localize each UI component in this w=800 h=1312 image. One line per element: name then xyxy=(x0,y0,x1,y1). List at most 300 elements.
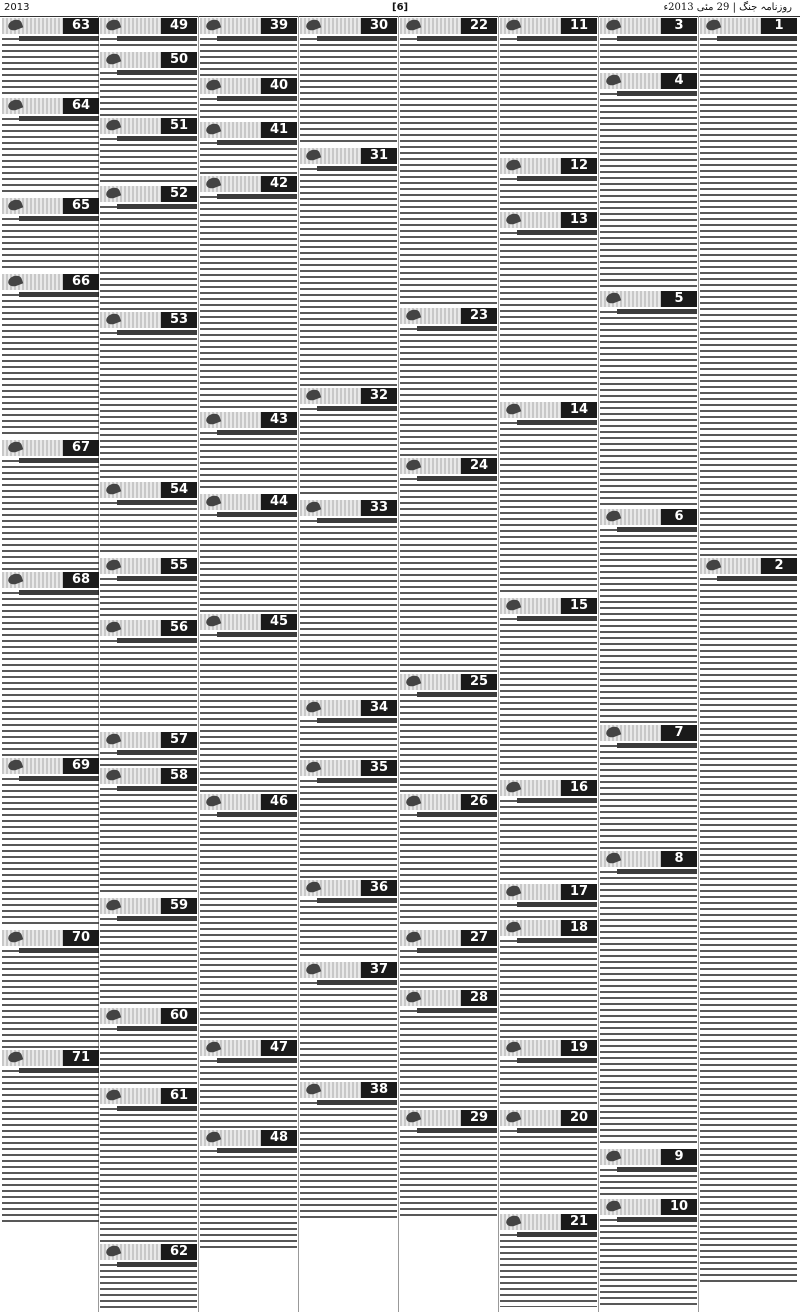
item-number-bar xyxy=(500,1110,597,1126)
article-text xyxy=(100,1262,197,1310)
headline-line xyxy=(19,116,99,121)
article-text xyxy=(500,176,597,210)
news-item-15 xyxy=(500,598,597,778)
dove-icon xyxy=(305,700,322,714)
headline-line xyxy=(617,1217,697,1222)
item-number-bar xyxy=(300,1082,397,1098)
item-number-bar xyxy=(100,732,197,748)
item-number-bar xyxy=(100,18,197,34)
item-number: 22 xyxy=(461,18,497,34)
item-number-bar xyxy=(600,851,697,867)
item-number: 25 xyxy=(461,674,497,690)
dove-icon xyxy=(505,598,522,612)
news-item-22 xyxy=(400,18,497,306)
news-item-12 xyxy=(500,158,597,210)
dove-icon xyxy=(405,18,422,32)
item-number: 30 xyxy=(361,18,397,34)
news-item-35 xyxy=(300,760,397,878)
item-number: 37 xyxy=(361,962,397,978)
item-number-bar xyxy=(600,18,697,34)
article-text xyxy=(100,36,197,50)
news-item-64 xyxy=(2,98,99,196)
news-item-41 xyxy=(200,122,297,174)
news-item-32 xyxy=(300,388,397,498)
headline-line xyxy=(217,1058,297,1063)
dove-icon xyxy=(7,758,24,772)
item-number: 54 xyxy=(161,482,197,498)
headline-line xyxy=(117,750,197,755)
dove-icon xyxy=(405,990,422,1004)
item-number-bar xyxy=(200,794,297,810)
item-number-bar xyxy=(500,1214,597,1230)
item-number-bar xyxy=(200,122,297,138)
item-number: 23 xyxy=(461,308,497,324)
dove-icon xyxy=(205,176,222,190)
dove-icon xyxy=(705,18,722,32)
item-number: 41 xyxy=(261,122,297,138)
item-number: 39 xyxy=(261,18,297,34)
item-number-bar xyxy=(200,412,297,428)
headline-line xyxy=(517,938,597,943)
news-item-40 xyxy=(200,78,297,120)
article-text xyxy=(500,798,597,882)
item-number: 5 xyxy=(661,291,697,307)
news-item-56 xyxy=(100,620,197,730)
item-number-bar xyxy=(200,614,297,630)
headline-line xyxy=(517,1058,597,1063)
item-number-bar xyxy=(300,388,397,404)
item-number-bar xyxy=(2,18,99,34)
dove-icon xyxy=(405,794,422,808)
item-number-bar xyxy=(600,73,697,89)
item-number: 9 xyxy=(661,1149,697,1165)
article-text xyxy=(100,330,197,480)
dove-icon xyxy=(605,1199,622,1213)
article-text xyxy=(500,230,597,400)
dove-icon xyxy=(305,962,322,976)
item-number: 31 xyxy=(361,148,397,164)
news-item-58 xyxy=(100,768,197,896)
dove-icon xyxy=(105,620,122,634)
dove-icon xyxy=(205,412,222,426)
dove-icon xyxy=(405,674,422,688)
article-text xyxy=(300,980,397,1080)
article-text xyxy=(2,36,99,96)
news-item-60 xyxy=(100,1008,197,1086)
article-text xyxy=(2,590,99,756)
article-text xyxy=(400,36,497,306)
news-item-50 xyxy=(100,52,197,116)
dove-icon xyxy=(705,558,722,572)
article-text xyxy=(600,1217,697,1307)
news-item-45 xyxy=(200,614,297,792)
dove-icon xyxy=(105,52,122,66)
item-number-bar xyxy=(200,176,297,192)
dove-icon xyxy=(7,1050,24,1064)
item-number: 40 xyxy=(261,78,297,94)
item-number-bar xyxy=(2,1050,99,1066)
news-item-20 xyxy=(500,1110,597,1212)
headline-line xyxy=(317,518,397,523)
article-text xyxy=(600,743,697,849)
dove-icon xyxy=(305,388,322,402)
article-text xyxy=(2,116,99,196)
news-item-61 xyxy=(100,1088,197,1242)
item-number-bar xyxy=(300,880,397,896)
item-number: 44 xyxy=(261,494,297,510)
dove-icon xyxy=(7,930,24,944)
headline-line xyxy=(517,1128,597,1133)
article-text xyxy=(100,1026,197,1086)
item-number-bar xyxy=(300,760,397,776)
item-number: 43 xyxy=(261,412,297,428)
item-number-bar xyxy=(100,118,197,134)
article-text xyxy=(300,36,397,146)
item-number: 68 xyxy=(63,572,99,588)
item-number: 62 xyxy=(161,1244,197,1260)
item-number: 61 xyxy=(161,1088,197,1104)
dove-icon xyxy=(105,18,122,32)
item-number: 27 xyxy=(461,930,497,946)
news-item-26 xyxy=(400,794,497,928)
headline-line xyxy=(217,812,297,817)
item-number-bar xyxy=(100,1008,197,1024)
headline-line xyxy=(217,140,297,145)
headline-line xyxy=(117,786,197,791)
article-text xyxy=(100,136,197,184)
item-number-bar xyxy=(100,482,197,498)
dove-icon xyxy=(505,1110,522,1124)
headline-line xyxy=(317,166,397,171)
headline-line xyxy=(517,176,597,181)
headline-line xyxy=(317,898,397,903)
article-text xyxy=(200,140,297,174)
dove-icon xyxy=(305,760,322,774)
column-divider xyxy=(398,16,399,1312)
article-text xyxy=(500,1232,597,1307)
headline-line xyxy=(117,638,197,643)
news-item-16 xyxy=(500,780,597,882)
item-number-bar xyxy=(400,794,497,810)
article-text xyxy=(400,476,497,672)
dove-icon xyxy=(7,98,24,112)
item-number-bar xyxy=(500,212,597,228)
headline-line xyxy=(617,1167,697,1172)
dove-icon xyxy=(505,920,522,934)
dove-icon xyxy=(605,851,622,865)
headline-line xyxy=(19,458,99,463)
item-number-bar xyxy=(500,158,597,174)
headline-line xyxy=(117,330,197,335)
news-item-70 xyxy=(2,930,99,1048)
news-item-44 xyxy=(200,494,297,612)
item-number-bar xyxy=(100,1088,197,1104)
headline-line xyxy=(317,718,397,723)
item-number: 6 xyxy=(661,509,697,525)
item-number: 59 xyxy=(161,898,197,914)
dove-icon xyxy=(105,768,122,782)
headline-line xyxy=(117,70,197,75)
dove-icon xyxy=(605,291,622,305)
item-number-bar xyxy=(400,990,497,1006)
item-number: 18 xyxy=(561,920,597,936)
item-number: 11 xyxy=(561,18,597,34)
dove-icon xyxy=(205,1130,222,1144)
item-number-bar xyxy=(2,930,99,946)
headline-line xyxy=(217,96,297,101)
article-text xyxy=(500,938,597,1038)
news-item-2 xyxy=(700,558,797,1286)
headline-line xyxy=(217,632,297,637)
page-header xyxy=(0,0,800,17)
item-number-bar xyxy=(400,308,497,324)
dove-icon xyxy=(105,482,122,496)
news-item-39 xyxy=(200,18,297,76)
item-number-bar xyxy=(600,509,697,525)
article-text xyxy=(200,430,297,492)
article-text xyxy=(300,1100,397,1222)
item-number-bar xyxy=(300,18,397,34)
item-number: 48 xyxy=(261,1130,297,1146)
headline-line xyxy=(317,36,397,41)
article-text xyxy=(700,36,797,556)
item-number: 66 xyxy=(63,274,99,290)
item-number: 8 xyxy=(661,851,697,867)
headline-line xyxy=(717,36,797,41)
item-number-bar xyxy=(700,558,797,574)
headline-line xyxy=(19,1068,99,1073)
item-number-bar xyxy=(500,884,597,900)
article-text xyxy=(200,632,297,792)
item-number: 13 xyxy=(561,212,597,228)
article-text xyxy=(2,776,99,928)
dove-icon xyxy=(7,198,24,212)
item-number: 4 xyxy=(661,73,697,89)
news-item-19 xyxy=(500,1040,597,1108)
headline-line xyxy=(517,36,597,41)
headline-line xyxy=(517,420,597,425)
item-number: 60 xyxy=(161,1008,197,1024)
news-item-30 xyxy=(300,18,397,146)
item-number-bar xyxy=(200,1040,297,1056)
headline-line xyxy=(217,512,297,517)
dove-icon xyxy=(405,1110,422,1124)
item-number-bar xyxy=(100,768,197,784)
article-text xyxy=(100,576,197,618)
dove-icon xyxy=(405,930,422,944)
dove-icon xyxy=(605,18,622,32)
headline-line xyxy=(117,204,197,209)
news-item-6 xyxy=(600,509,697,723)
news-item-28 xyxy=(400,990,497,1108)
item-number-bar xyxy=(400,18,497,34)
news-item-27 xyxy=(400,930,497,988)
news-item-62 xyxy=(100,1244,197,1310)
item-number-bar xyxy=(600,725,697,741)
item-number-bar xyxy=(200,494,297,510)
item-number: 12 xyxy=(561,158,597,174)
news-item-21 xyxy=(500,1214,597,1307)
masthead-title: روزنامہ جنگ | 29 مئی 2013ء xyxy=(663,2,792,13)
item-number: 16 xyxy=(561,780,597,796)
news-item-59 xyxy=(100,898,197,1006)
item-number: 35 xyxy=(361,760,397,776)
item-number: 56 xyxy=(161,620,197,636)
item-number-bar xyxy=(2,440,99,456)
dove-icon xyxy=(7,440,24,454)
article-text xyxy=(200,194,297,410)
news-item-53 xyxy=(100,312,197,480)
dove-icon xyxy=(205,794,222,808)
dove-icon xyxy=(105,186,122,200)
item-number: 53 xyxy=(161,312,197,328)
article-text xyxy=(200,512,297,612)
headline-line xyxy=(417,812,497,817)
article-text xyxy=(200,812,297,1038)
item-number: 71 xyxy=(63,1050,99,1066)
dove-icon xyxy=(505,884,522,898)
article-text xyxy=(400,326,497,456)
headline-line xyxy=(117,36,197,41)
news-item-4 xyxy=(600,73,697,289)
headline-line xyxy=(417,948,497,953)
dove-icon xyxy=(405,308,422,322)
item-number: 15 xyxy=(561,598,597,614)
news-item-11 xyxy=(500,18,597,156)
item-number: 52 xyxy=(161,186,197,202)
article-text xyxy=(100,1106,197,1242)
headline-line xyxy=(517,616,597,621)
headline-line xyxy=(117,916,197,921)
article-text xyxy=(2,1068,99,1224)
article-text xyxy=(600,869,697,1147)
headline-line xyxy=(417,476,497,481)
news-item-47 xyxy=(200,1040,297,1128)
item-number-bar xyxy=(500,780,597,796)
item-number: 28 xyxy=(461,990,497,1006)
headline-line xyxy=(217,430,297,435)
dove-icon xyxy=(105,732,122,746)
headline-line xyxy=(417,692,497,697)
article-text xyxy=(200,96,297,120)
item-number-bar xyxy=(500,18,597,34)
dove-icon xyxy=(505,780,522,794)
headline-line xyxy=(117,576,197,581)
article-text xyxy=(300,898,397,960)
item-number: 57 xyxy=(161,732,197,748)
item-number: 21 xyxy=(561,1214,597,1230)
news-item-8 xyxy=(600,851,697,1147)
dove-icon xyxy=(7,18,24,32)
headline-line xyxy=(417,1008,497,1013)
news-item-24 xyxy=(400,458,497,672)
headline-line xyxy=(417,36,497,41)
article-text xyxy=(400,1128,497,1218)
article-text xyxy=(300,518,397,698)
item-number: 47 xyxy=(261,1040,297,1056)
article-text xyxy=(500,420,597,596)
item-number: 50 xyxy=(161,52,197,68)
item-number: 36 xyxy=(361,880,397,896)
headline-line xyxy=(617,309,697,314)
item-number-bar xyxy=(600,1149,697,1165)
dove-icon xyxy=(505,212,522,226)
headline-line xyxy=(19,948,99,953)
item-number-bar xyxy=(400,458,497,474)
column-divider xyxy=(598,16,599,1312)
headline-line xyxy=(617,91,697,96)
article-text xyxy=(2,216,99,272)
headline-line xyxy=(19,292,99,297)
headline-line xyxy=(617,36,697,41)
news-item-36 xyxy=(300,880,397,960)
article-text xyxy=(600,1167,697,1197)
item-number: 32 xyxy=(361,388,397,404)
headline-line xyxy=(217,36,297,41)
column-divider xyxy=(298,16,299,1312)
headline-line xyxy=(717,576,797,581)
item-number: 63 xyxy=(63,18,99,34)
dove-icon xyxy=(205,122,222,136)
item-number-bar xyxy=(700,18,797,34)
news-item-48 xyxy=(200,1130,297,1248)
item-number-bar xyxy=(100,620,197,636)
item-number-bar xyxy=(400,1110,497,1126)
item-number: 34 xyxy=(361,700,397,716)
item-number-bar xyxy=(2,198,99,214)
dove-icon xyxy=(305,18,322,32)
article-text xyxy=(600,91,697,289)
item-number-bar xyxy=(300,962,397,978)
item-number-bar xyxy=(2,98,99,114)
item-number-bar xyxy=(400,674,497,690)
item-number: 2 xyxy=(761,558,797,574)
dove-icon xyxy=(105,118,122,132)
dove-icon xyxy=(505,1214,522,1228)
dove-icon xyxy=(605,509,622,523)
item-number: 29 xyxy=(461,1110,497,1126)
news-item-52 xyxy=(100,186,197,310)
article-text xyxy=(300,406,397,498)
article-text xyxy=(100,70,197,116)
article-text xyxy=(400,812,497,928)
item-number-bar xyxy=(2,758,99,774)
article-text xyxy=(200,36,297,76)
article-text xyxy=(100,786,197,896)
article-text xyxy=(100,638,197,730)
dove-icon xyxy=(505,158,522,172)
article-text xyxy=(600,36,697,71)
item-number-bar xyxy=(600,1199,697,1215)
news-item-23 xyxy=(400,308,497,456)
item-number: 1 xyxy=(761,18,797,34)
article-text xyxy=(2,948,99,1048)
headline-line xyxy=(417,1128,497,1133)
article-text xyxy=(300,166,397,386)
article-text xyxy=(400,948,497,988)
item-number-bar xyxy=(200,78,297,94)
item-number-bar xyxy=(500,402,597,418)
headline-line xyxy=(617,743,697,748)
article-text xyxy=(100,500,197,556)
headline-line xyxy=(19,776,99,781)
dove-icon xyxy=(205,614,222,628)
news-item-13 xyxy=(500,212,597,400)
news-item-33 xyxy=(300,500,397,698)
news-item-31 xyxy=(300,148,397,386)
item-number-bar xyxy=(100,1244,197,1260)
news-item-3 xyxy=(600,18,697,71)
